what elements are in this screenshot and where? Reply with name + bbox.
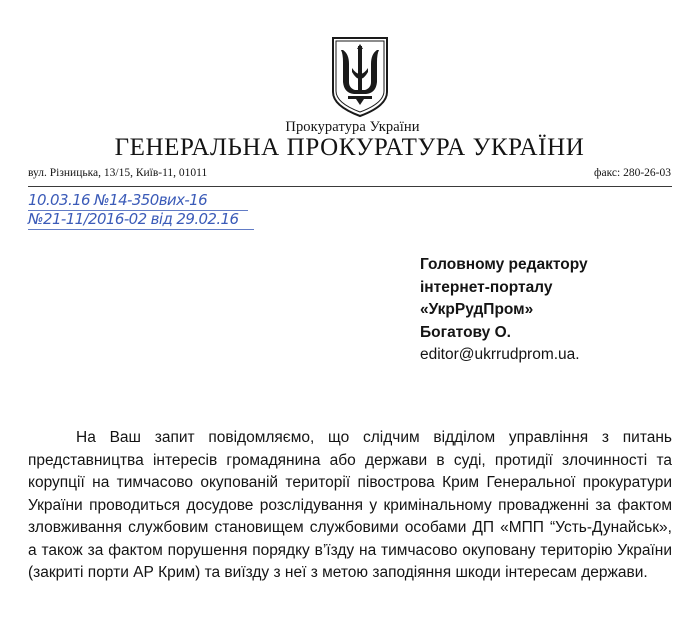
addressee-line: Головному редактору — [420, 256, 588, 273]
org-fax: факс: 280-26-03 — [594, 167, 671, 179]
registration-outgoing: 10.03.16 №14-350вих-16 — [28, 191, 208, 209]
registration-incoming: №21-11/2016-02 від 29.02.16 — [28, 210, 239, 228]
header-divider — [28, 186, 672, 187]
trident-icon — [331, 36, 389, 118]
addressee-line: «УкрРудПром» — [420, 301, 534, 318]
org-address: вул. Різницька, 13/15, Київ-11, 01011 — [28, 167, 208, 179]
letter-body — [28, 427, 672, 585]
org-subtitle: Прокуратура України — [285, 119, 420, 135]
registration-underline — [28, 229, 254, 230]
org-title: ГЕНЕРАЛЬНА ПРОКУРАТУРА УКРАЇНИ — [114, 134, 585, 161]
addressee-line: інтернет-порталу — [420, 278, 553, 296]
letter-paragraph: На Ваш запит повідомляємо, що слідчим відділом управління з питань представництва інтересів громадянина або держави в суді, протидії злочинності та корупції на тимчасово окупованій території півострова Крим Генеральної прокуратури України проводиться досудове розслідування у кримінальному провадженні за фактом зловживання службовим становищем службовими особами ДП «МПП “Усть-Дунайськ», а також за фактом порушення порядку в’їзду на тимчасово окуповану територію України (закриті порти АР Крим) та виїзду з неї з метою заподіяння шкоди інтересам держави. — [28, 429, 672, 581]
addressee-email[interactable]: editor@ukrrudprom.ua. — [420, 346, 580, 363]
addressee-name: Богатову О. — [420, 323, 511, 341]
addressee-block — [420, 254, 588, 367]
